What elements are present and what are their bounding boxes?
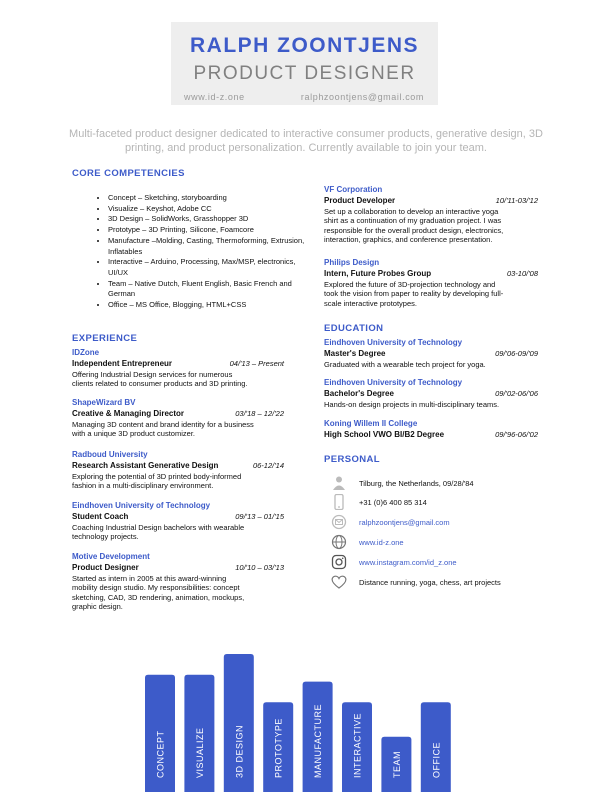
role-description: Exploring the potential of 3D printed body-informed xyxy=(72,471,242,481)
degree-title: Master's Degree xyxy=(324,349,386,358)
bar-group-prototype xyxy=(263,702,293,792)
org-name: Eindhoven University of Technology xyxy=(72,501,211,510)
personal-email-link[interactable]: ralphzoontjens@gmail.com xyxy=(359,518,450,527)
competency-item: • 3D Design – SolidWorks, Grasshopper 3D xyxy=(108,214,308,225)
role-dates: 10/'11-03/'12 xyxy=(495,196,538,205)
bar-group-visualize xyxy=(184,675,214,792)
role-description: fashion in a multi-disciplinary environment. xyxy=(72,481,214,491)
title-heading: PRODUCT DESIGNER xyxy=(193,63,416,84)
bar-label: MANUFACTURE xyxy=(313,703,324,778)
role-description: scale interactive prototypes. xyxy=(324,298,417,308)
role-description: interaction, graphics, and conference presentation. xyxy=(324,235,493,245)
personal-website-link[interactable]: www.id-z.one xyxy=(359,538,404,547)
header-email-link[interactable]: ralphzoontjens@gmail.com xyxy=(300,92,424,102)
role-dates: 06-12/'14 xyxy=(252,461,284,470)
bar-label: TEAM xyxy=(391,750,402,778)
personal-heading: PERSONAL xyxy=(324,454,380,465)
competency-item: • Team – Native Dutch, Fluent English, Basic French and German xyxy=(108,279,308,300)
role-dates: 03-10/'08 xyxy=(506,269,538,278)
school-name: Koning Willem II College xyxy=(324,419,418,428)
role-description: Offering Industrial Design services for numerous xyxy=(72,369,233,379)
competency-item: • Concept – Sketching, storyboarding xyxy=(108,193,308,204)
role-title: Creative & Managing Director xyxy=(72,409,185,418)
competency-item: • Interactive – Arduino, Processing, Max/MSP, electronics, UI/UX xyxy=(108,257,308,278)
bar-label: INTERACTIVE xyxy=(352,712,363,778)
personal-phone: +31 (0)6 400 85 314 xyxy=(359,498,427,507)
org-name: VF Corporation xyxy=(324,185,383,194)
competency-item: • Manufacture –Molding, Casting, Thermoforming, Extrusion, Inflatables xyxy=(108,236,308,257)
org-name: Motive Development xyxy=(72,552,150,561)
bar-label: PROTOTYPE xyxy=(273,718,284,778)
degree-title: Bachelor's Degree xyxy=(324,389,394,398)
role-description: Managing 3D content and brand identity for a business xyxy=(72,419,254,429)
degree-dates: 09/'02-06/'06 xyxy=(495,389,538,398)
role-title: Student Coach xyxy=(72,512,129,521)
role-dates: 03/'18 – 12/'22 xyxy=(235,409,284,418)
role-description: mobility design studio. My responsibilities: concept xyxy=(72,583,240,593)
bar-group-interactive xyxy=(342,702,372,792)
role-title: Research Assistant Generative Design xyxy=(72,461,219,470)
role-description: Explored the future of 3D-projection technology and xyxy=(324,279,496,289)
org-name: Radboud University xyxy=(72,450,148,459)
org-name: ShapeWizard BV xyxy=(72,398,136,407)
personal-instagram-link[interactable]: www.instagram.com/id_z.one xyxy=(359,558,457,567)
role-description: clients related to consumer products and 3D printing. xyxy=(72,379,248,389)
role-description: graphic design. xyxy=(72,602,123,612)
bar-group-3d-design xyxy=(224,654,254,792)
role-description: with a unique 3D product customizer. xyxy=(72,429,195,439)
personal-interests: Distance running, yoga, chess, art projects xyxy=(359,578,501,587)
bar-group-concept xyxy=(145,675,175,792)
bar-group-team xyxy=(381,737,411,792)
role-title: Product Designer xyxy=(72,563,139,572)
role-dates: 09/'13 – 01/'15 xyxy=(235,512,284,521)
school-name: Eindhoven University of Technology xyxy=(324,338,463,347)
school-name: Eindhoven University of Technology xyxy=(324,378,463,387)
degree-title: High School VWO BI/B2 Degree xyxy=(324,430,445,439)
header-website-link[interactable]: www.id-z.one xyxy=(184,92,245,102)
role-title: Intern, Future Probes Group xyxy=(324,269,432,278)
bar-group-office xyxy=(421,702,451,792)
org-name: Philips Design xyxy=(324,258,380,267)
role-description: technology projects. xyxy=(72,532,139,542)
role-dates: 04/'13 – Present xyxy=(229,359,284,368)
summary-text: Multi-faceted product designer dedicated to interactive consumer products, generative design, 3D printing, and product personalization. Currently available to join your team. xyxy=(69,128,543,154)
degree-dates: 09/'96-06/'02 xyxy=(495,430,538,439)
competency-item: • Visualize – Keyshot, Adobe CC xyxy=(108,204,308,215)
bar-label: CONCEPT xyxy=(155,730,166,778)
degree-description: Hands-on design projects in multi-disciplinary teams. xyxy=(324,399,500,409)
bar-label: VISUALIZE xyxy=(194,727,205,778)
bar-label: OFFICE xyxy=(431,742,442,778)
degree-description: Graduated with a wearable tech project for yoga. xyxy=(324,359,486,369)
competency-item: • Office – MS Office, Blogging, HTML+CSS xyxy=(108,300,308,311)
core-competencies-heading: CORE COMPETENCIES xyxy=(72,168,185,179)
role-title: Product Developer xyxy=(324,196,396,205)
role-description: sketching, CAD, 3D rendering, animation, mockups, xyxy=(72,592,245,602)
role-title: Independent Entrepreneur xyxy=(72,359,173,368)
bar-label: 3D DESIGN xyxy=(234,724,245,778)
role-description: responsible for the overall product design, electronics, xyxy=(324,225,504,235)
role-description: Started as intern in 2005 at this award-winning xyxy=(72,573,227,583)
competency-item: • Prototype – 3D Printing, Silicone, Foamcore xyxy=(108,225,308,236)
role-description: Set up a collaboration to develop an interactive yoga xyxy=(324,206,499,216)
experience-heading: EXPERIENCE xyxy=(72,333,138,344)
education-heading: EDUCATION xyxy=(324,323,384,334)
role-dates: 10/'10 – 03/'13 xyxy=(235,563,284,572)
degree-dates: 09/'06-09/'09 xyxy=(495,349,538,358)
bar-group-manufacture xyxy=(303,682,333,792)
personal-location: Tilburg, the Netherlands, 09/28/'84 xyxy=(359,479,474,488)
role-description: shirt as a continuation of my graduation project. I was xyxy=(324,216,502,226)
role-description: took the vision from paper to reality by developing full- xyxy=(324,289,504,299)
name-heading: RALPH ZOONTJENS xyxy=(189,34,419,57)
role-description: Coaching Industrial Design bachelors with wearable xyxy=(72,522,245,532)
org-name: IDZone xyxy=(72,348,100,357)
